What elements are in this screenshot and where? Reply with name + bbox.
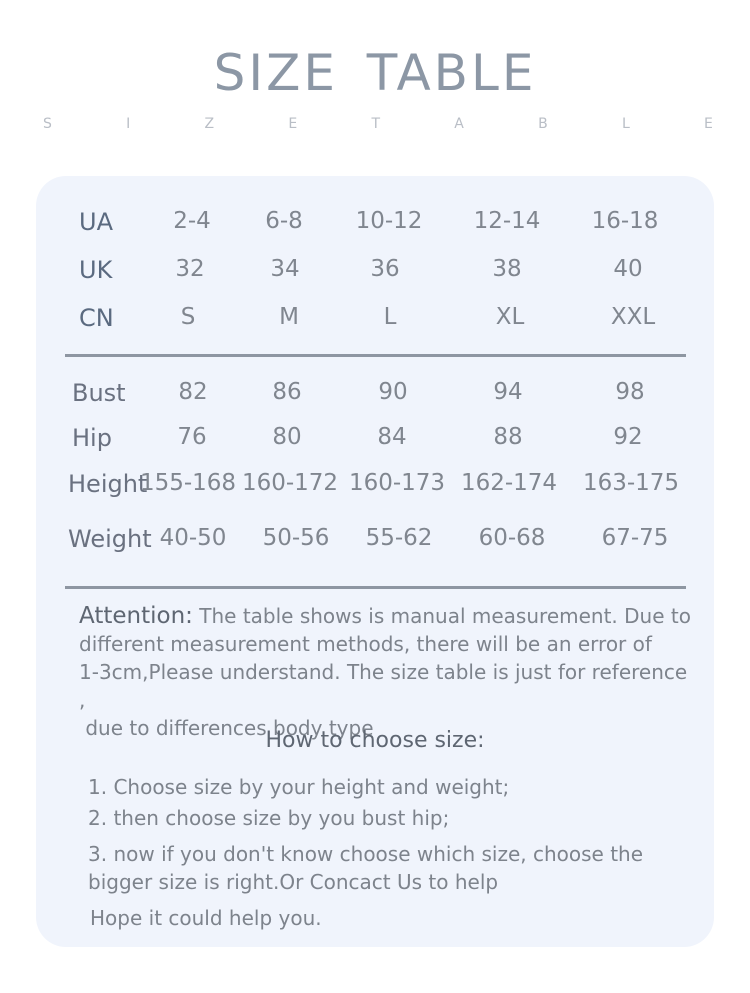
table-cell: 34 xyxy=(270,256,300,282)
attention-line-1: The table shows is manual measurement. Due to xyxy=(192,604,691,628)
table-cell: 98 xyxy=(615,379,645,405)
subtitle-letter: I xyxy=(126,116,131,132)
subtitle-letter: L xyxy=(621,116,630,132)
table-cell: 2-4 xyxy=(173,208,211,234)
step-3: 3. now if you don't know choose which size, choose the bigger size is right.Or Concact Us to help xyxy=(88,842,644,894)
spaced-subtitle xyxy=(43,116,713,132)
table-cell: 36 xyxy=(370,256,400,282)
divider-top xyxy=(65,354,686,357)
table-cell: 160-172 xyxy=(241,470,339,496)
subtitle-letter: Z xyxy=(204,116,215,132)
table-cell: M xyxy=(279,304,299,330)
subtitle-letter: E xyxy=(288,116,298,132)
table-cell: 86 xyxy=(272,379,302,405)
row-label: Weight xyxy=(68,525,152,553)
table-cell: 40-50 xyxy=(159,525,227,551)
row-label: UK xyxy=(79,256,113,284)
step-1: 1. Choose size by your height and weight; xyxy=(88,775,510,799)
table-row xyxy=(36,208,714,248)
how-to-choose-title: How to choose size: xyxy=(265,728,485,753)
closing-note: Hope it could help you. xyxy=(90,906,322,930)
table-row xyxy=(36,256,714,296)
table-cell: 10-12 xyxy=(355,208,423,234)
divider-bottom xyxy=(65,586,686,589)
row-label: UA xyxy=(79,208,113,236)
attention-label: Attention: xyxy=(79,603,193,629)
subtitle-letter: S xyxy=(43,116,52,132)
table-cell: XXL xyxy=(610,304,656,330)
table-cell: 90 xyxy=(378,379,408,405)
table-cell: 60-68 xyxy=(478,525,546,551)
table-cell: 155-168 xyxy=(139,470,237,496)
attention-line-4: due to differences body type xyxy=(79,716,374,740)
table-cell: 92 xyxy=(613,424,643,450)
row-label: Height xyxy=(68,470,148,498)
table-cell: 88 xyxy=(493,424,523,450)
attention-note xyxy=(79,602,699,742)
table-cell: 38 xyxy=(492,256,522,282)
table-cell: 163-175 xyxy=(582,470,680,496)
table-row xyxy=(36,424,714,464)
row-label: Hip xyxy=(72,424,112,452)
table-cell: 160-173 xyxy=(348,470,446,496)
subtitle-letter: T xyxy=(371,116,381,132)
table-cell: 40 xyxy=(613,256,643,282)
table-cell: 80 xyxy=(272,424,302,450)
attention-line-2: different measurement methods, there will be an error of xyxy=(79,632,652,656)
table-row xyxy=(36,470,714,510)
table-row xyxy=(36,379,714,419)
table-cell: 67-75 xyxy=(601,525,669,551)
row-label: Bust xyxy=(72,379,126,407)
table-cell: 94 xyxy=(493,379,523,405)
size-table-panel xyxy=(36,176,714,947)
table-row xyxy=(36,304,714,344)
table-cell: 55-62 xyxy=(365,525,433,551)
table-row xyxy=(36,525,714,565)
table-cell: 16-18 xyxy=(591,208,659,234)
table-cell: 50-56 xyxy=(262,525,330,551)
subtitle-letter: A xyxy=(454,116,464,132)
subtitle-letter: E xyxy=(704,116,713,132)
table-cell: 76 xyxy=(177,424,207,450)
table-cell: 6-8 xyxy=(265,208,303,234)
table-cell: 84 xyxy=(377,424,407,450)
table-cell: XL xyxy=(495,304,525,330)
attention-line-3: 1-3cm,Please understand. The size table is just for reference , xyxy=(79,660,688,712)
page-title: SIZE TABLE xyxy=(213,44,537,102)
table-cell: L xyxy=(383,304,397,330)
row-label: CN xyxy=(79,304,114,332)
subtitle-letter: B xyxy=(538,116,548,132)
table-cell: 82 xyxy=(178,379,208,405)
table-cell: 162-174 xyxy=(460,470,558,496)
table-cell: 32 xyxy=(175,256,205,282)
step-2: 2. then choose size by you bust hip; xyxy=(88,806,450,830)
table-cell: 12-14 xyxy=(473,208,541,234)
table-cell: S xyxy=(180,304,196,330)
